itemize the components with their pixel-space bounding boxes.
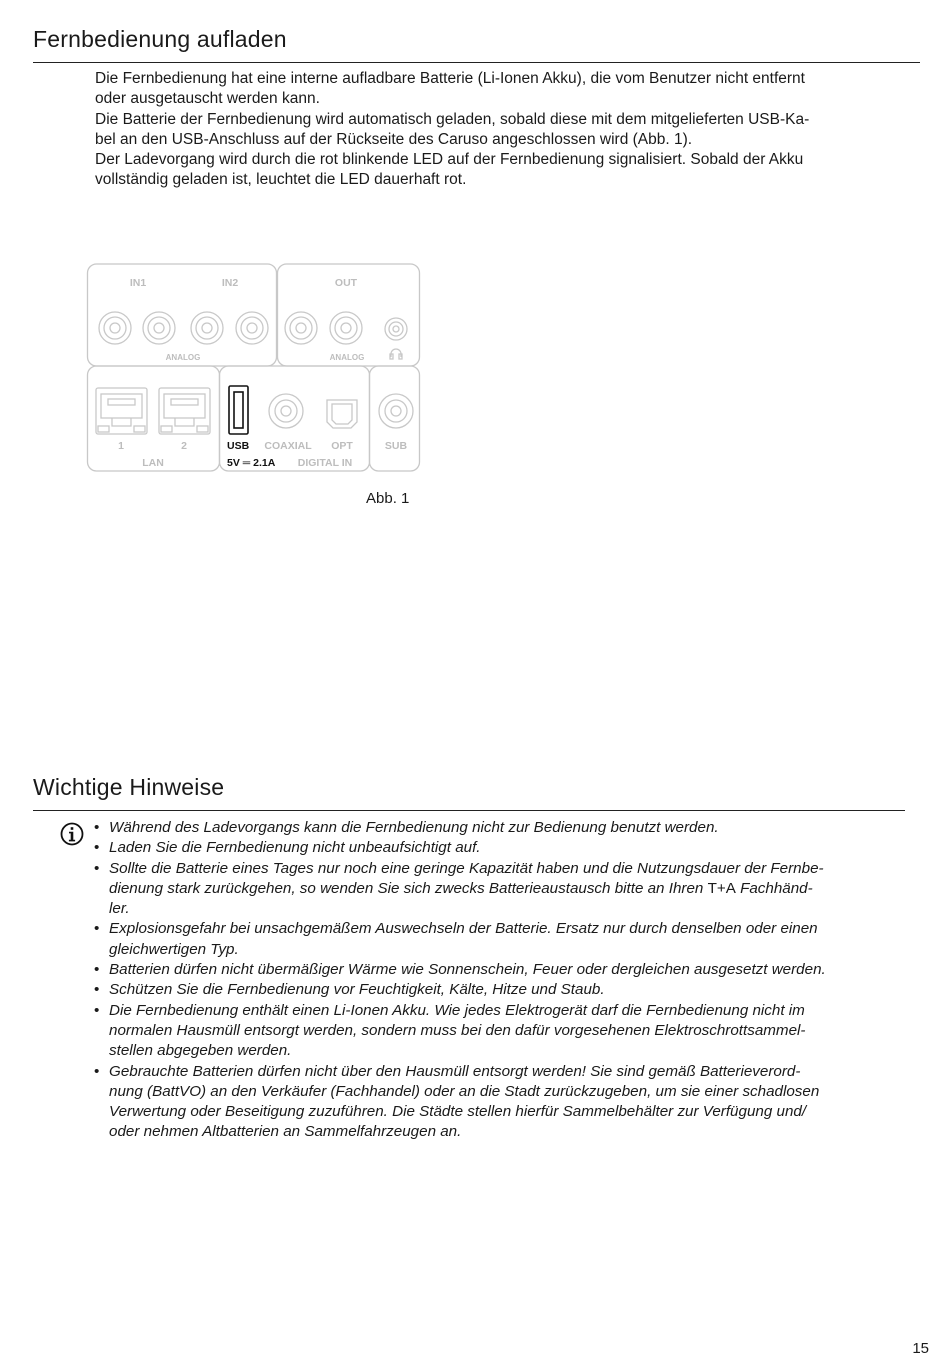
usb-spec-label: 5V ═ 2.1A bbox=[227, 457, 276, 469]
headphone-icon bbox=[390, 349, 402, 359]
list-item bbox=[93, 919, 908, 960]
notes-list bbox=[93, 818, 908, 1143]
usb-socket bbox=[229, 386, 248, 434]
list-item bbox=[93, 960, 908, 980]
note-line: • Batterien dürfen nicht übermäßiger Wärme wie Sonnenschein, Feuer oder dergleichen ausgesetzt werden. bbox=[109, 961, 826, 979]
note-line: • Schützen Sie die Fernbedienung vor Feuchtigkeit, Kälte, Hitze und Staub. bbox=[109, 981, 605, 999]
in1-label: IN1 bbox=[129, 277, 147, 289]
page-number: 15 bbox=[912, 1340, 929, 1357]
analog-in-panel bbox=[88, 264, 277, 366]
optical-socket bbox=[327, 400, 357, 428]
note-line: • Explosionsgefahr bei unsachgemäßem Auswechseln der Batterie. Ersatz nur durch denselben oder einen bbox=[109, 920, 818, 938]
info-icon bbox=[60, 822, 84, 846]
note-line: • Gebrauchte Batterien dürfen nicht über den Hausmüll entsorgt werden! Sie sind gemäß Batterieverord- bbox=[109, 1062, 801, 1080]
note-line: oder nehmen Altbatterien an Sammelfahrzeugen an. bbox=[109, 1123, 462, 1141]
lan-1-label: 1 bbox=[118, 440, 124, 452]
list-item bbox=[93, 859, 908, 920]
rear-panel-figure bbox=[86, 262, 422, 474]
list-item bbox=[93, 980, 908, 1000]
rca-jack-in2-r bbox=[236, 312, 268, 344]
title-rule bbox=[33, 62, 920, 63]
note-line: nung (BattVO) an den Verkäufer (Fachhandel) oder an die Stadt zurückzugeben, um sie einer schadlosen bbox=[109, 1082, 820, 1100]
list-item bbox=[93, 818, 908, 838]
brand-name: T+A bbox=[707, 879, 736, 897]
lan-socket-2 bbox=[159, 388, 210, 434]
sub-label: SUB bbox=[384, 440, 408, 452]
note-line: gleichwertigen Typ. bbox=[109, 940, 239, 958]
intro-line: Die Fernbedienung hat eine interne aufladbare Batterie (Li-Ionen Akku), die vom Benutzer nicht entfernt bbox=[95, 70, 805, 87]
analog-in-label: ANALOG bbox=[165, 353, 201, 362]
rca-jack-out-r bbox=[330, 312, 362, 344]
note-line: normalen Hausmüll entsorgt werden, sondern muss bei den dafür vorgesehenen Elektroschrottsammel- bbox=[109, 1021, 806, 1039]
coaxial-label: COAXIAL bbox=[264, 440, 312, 452]
note-line: • Sollte die Batterie eines Tages nur noch eine geringe Kapazität haben und die Nutzungsdauer der Fernbe- bbox=[109, 859, 824, 877]
note-text: dienung stark zurückgehen, so wenden Sie sich zwecks Batterieaustausch bitte an Ihren bbox=[109, 879, 708, 897]
notes-rule bbox=[33, 810, 905, 811]
note-line bbox=[109, 879, 908, 899]
lan-2-label: 2 bbox=[181, 440, 187, 452]
section-title-charging: Fernbedienung aufladen bbox=[33, 26, 287, 52]
coaxial-jack bbox=[269, 394, 303, 428]
sub-panel bbox=[370, 366, 420, 471]
note-line: Verwertung oder Beseitigung zuzuführen. Die Städte stellen hierfür Sammelbehälter zur Verfügung und/ bbox=[109, 1103, 807, 1121]
note-line: • Während des Ladevorgangs kann die Fernbedienung nicht zur Bedienung benutzt werden. bbox=[109, 819, 719, 836]
lan-label: LAN bbox=[142, 457, 164, 469]
list-item bbox=[93, 1001, 908, 1062]
list-item bbox=[93, 838, 908, 858]
intro-line: vollständig geladen ist, leuchtet die LED dauerhaft rot. bbox=[95, 171, 467, 189]
in2-label: IN2 bbox=[221, 277, 239, 289]
note-line: stellen abgegeben werden. bbox=[109, 1042, 292, 1060]
out-label: OUT bbox=[334, 277, 358, 289]
section-title-notes: Wichtige Hinweise bbox=[33, 774, 225, 800]
intro-text bbox=[95, 69, 915, 191]
note-line: • Die Fernbedienung enthält einen Li-Ionen Akku. Wie jedes Elektrogerät darf die Fernbedienung nicht im bbox=[109, 1001, 805, 1019]
usb-label: USB bbox=[227, 440, 250, 452]
note-line: • Laden Sie die Fernbedienung nicht unbeaufsichtigt auf. bbox=[109, 839, 481, 857]
intro-line: bel an den USB-Anschluss auf der Rückseite des Caruso angeschlossen wird (Abb. 1). bbox=[95, 130, 693, 148]
intro-line: Die Batterie der Fernbedienung wird automatisch geladen, sobald diese mit dem mitgelieferten USB-Ka- bbox=[95, 110, 810, 128]
digital-in-label: DIGITAL IN bbox=[297, 457, 353, 469]
sub-jack bbox=[379, 394, 413, 428]
note-line: ler. bbox=[109, 900, 130, 918]
rca-jack-in1-l bbox=[99, 312, 131, 344]
rca-jack-in2-l bbox=[191, 312, 223, 344]
intro-line: Der Ladevorgang wird durch die rot blinkende LED auf der Fernbedienung signalisiert. Sobald der Akku bbox=[95, 151, 804, 169]
figure-caption: Abb. 1 bbox=[366, 490, 410, 507]
intro-line: oder ausgetauscht werden kann. bbox=[95, 90, 320, 108]
analog-out-label: ANALOG bbox=[329, 353, 365, 362]
note-text: Fachhänd- bbox=[735, 879, 813, 897]
list-item bbox=[93, 1062, 908, 1143]
headphone-jack bbox=[385, 318, 407, 340]
opt-label: OPT bbox=[331, 440, 353, 452]
lan-socket-1 bbox=[96, 388, 147, 434]
rca-jack-out-l bbox=[285, 312, 317, 344]
rca-jack-in1-r bbox=[143, 312, 175, 344]
